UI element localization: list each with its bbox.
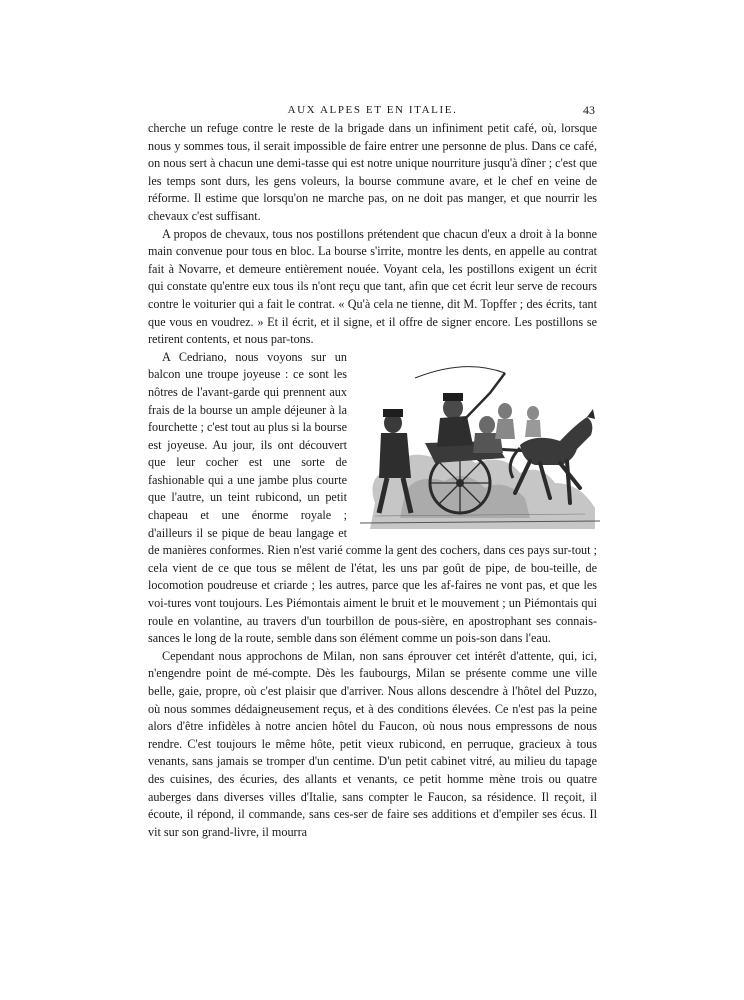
paragraph-3 — [148, 349, 597, 648]
body-text — [148, 120, 597, 841]
book-page — [148, 100, 597, 841]
paragraph-1: cherche un refuge contre le reste de la brigade dans un infiniment petit café, où, lorsque nous y sommes tous, il serait impossible de faire entrer une personne de plus. Dans ce café, on nous sert à chacun une demi-tasse qui est notre unique nourriture jusqu'à dîner ; c'est que les temps sont durs, les gens voleurs, la bourse commune avare, et le chef en veine de réforme. Il estime que lorsqu'on ne marche pas, on ne doit pas manger, et que nourrir les chevaux c'est suffisant. — [148, 121, 597, 223]
paragraph-4: Cependant nous approchons de Milan, non sans éprouver cet intérêt d'attente, qui, ici, n'engendre point de mé-compte. Dès les faubourgs, Milan se présente comme une ville belle, gaie, propre, où c'est plaisir que d'arriver. Nous allons descendre à l'hôtel del Puzzo, où nous sommes dédaigneusement reçus, et à des conditions élevées. Ce n'est pas la peine alors d'être infidèles à notre ancien hôtel du Faucon, où nous nous empressons de nous rendre. C'est toujours le même hôte, petit vieux rubicond, en perruque, gracieux à tous venants, sans jamais se tromper d'un centime. D'un petit cabinet vitré, au milieu du tapage des cuisines, des écuries, des allants et venants, ce petit homme mène trois ou quatre auberges dans diverses villes d'Italie, sans compter le Faucon, sa résidence. Il reçoit, il écoute, il répond, il commande, sans ces-ser de faire ses additions et d'empiler ses écus. Il vit sur son grand-livre, il mourra — [148, 648, 597, 839]
paragraph-2: A propos de chevaux, tous nos postillons prétendent que chacun d'eux a droit à la bonne main convenue pour tous en bloc. La bourse s'irrite, montre les dents, en appelle au contrat fait à Novarre, et demeure entièrement nouée. Voyant cela, les postillons exigent un écrit qui constate qu'entre eux tous ils n'ont reçu que tant, afin que cet écrit leur serve de recours contre le voiturier qui a fait le contrat. « Qu'à cela ne tienne, dit M. Topffer ; des écrits, tant que vous en voudrez. » Et il écrit, et il signe, et il offre de signer encore. Les postillons se retirent contents, et nous par-tons. — [148, 226, 597, 347]
paragraph-3-text: A Cedriano, nous voyons sur un balcon une troupe joyeuse : ce sont les nôtres de l'avant-garde qui prennent aux frais de la bourse un ample déjeuner à la fourchette ; c'est tout au plus si la bourse est joyeuse. Au jour, ils ont découvert que leur cocher est une sorte de fashionable qui a une jambe plus courte que l'autre, un teint rubicond, un petit chapeau et une énorme royale ; d'ailleurs il se pique de beau langage et de manières conformes. Rien n'est varié comme la gent des cochers, dans ces pays sur-tout ; cela vient de ce que tous se mêlent de l'état, les uns par goût de pipe, de bou-teille, de locomotion poudreuse et criarde ; les autres, parce que les af-faires ne vont pas, et que les voi-tures vont toujours. Les Piémontais aiment le bruit et le mouvement ; un Piémontais qui roule en volantine, au travers d'un tourbillon de pous-sière, en apostrophant ses connais-sances le long de la route, semble dans son élément comme un pois-son dans l'eau. — [148, 349, 597, 646]
running-head — [148, 100, 597, 120]
carriage-illustration — [355, 353, 603, 529]
running-head-title: AUX ALPES ET EN ITALIE. — [287, 104, 458, 116]
page-number: 43 — [583, 103, 595, 117]
horse-carriage-engraving-icon — [355, 353, 603, 529]
